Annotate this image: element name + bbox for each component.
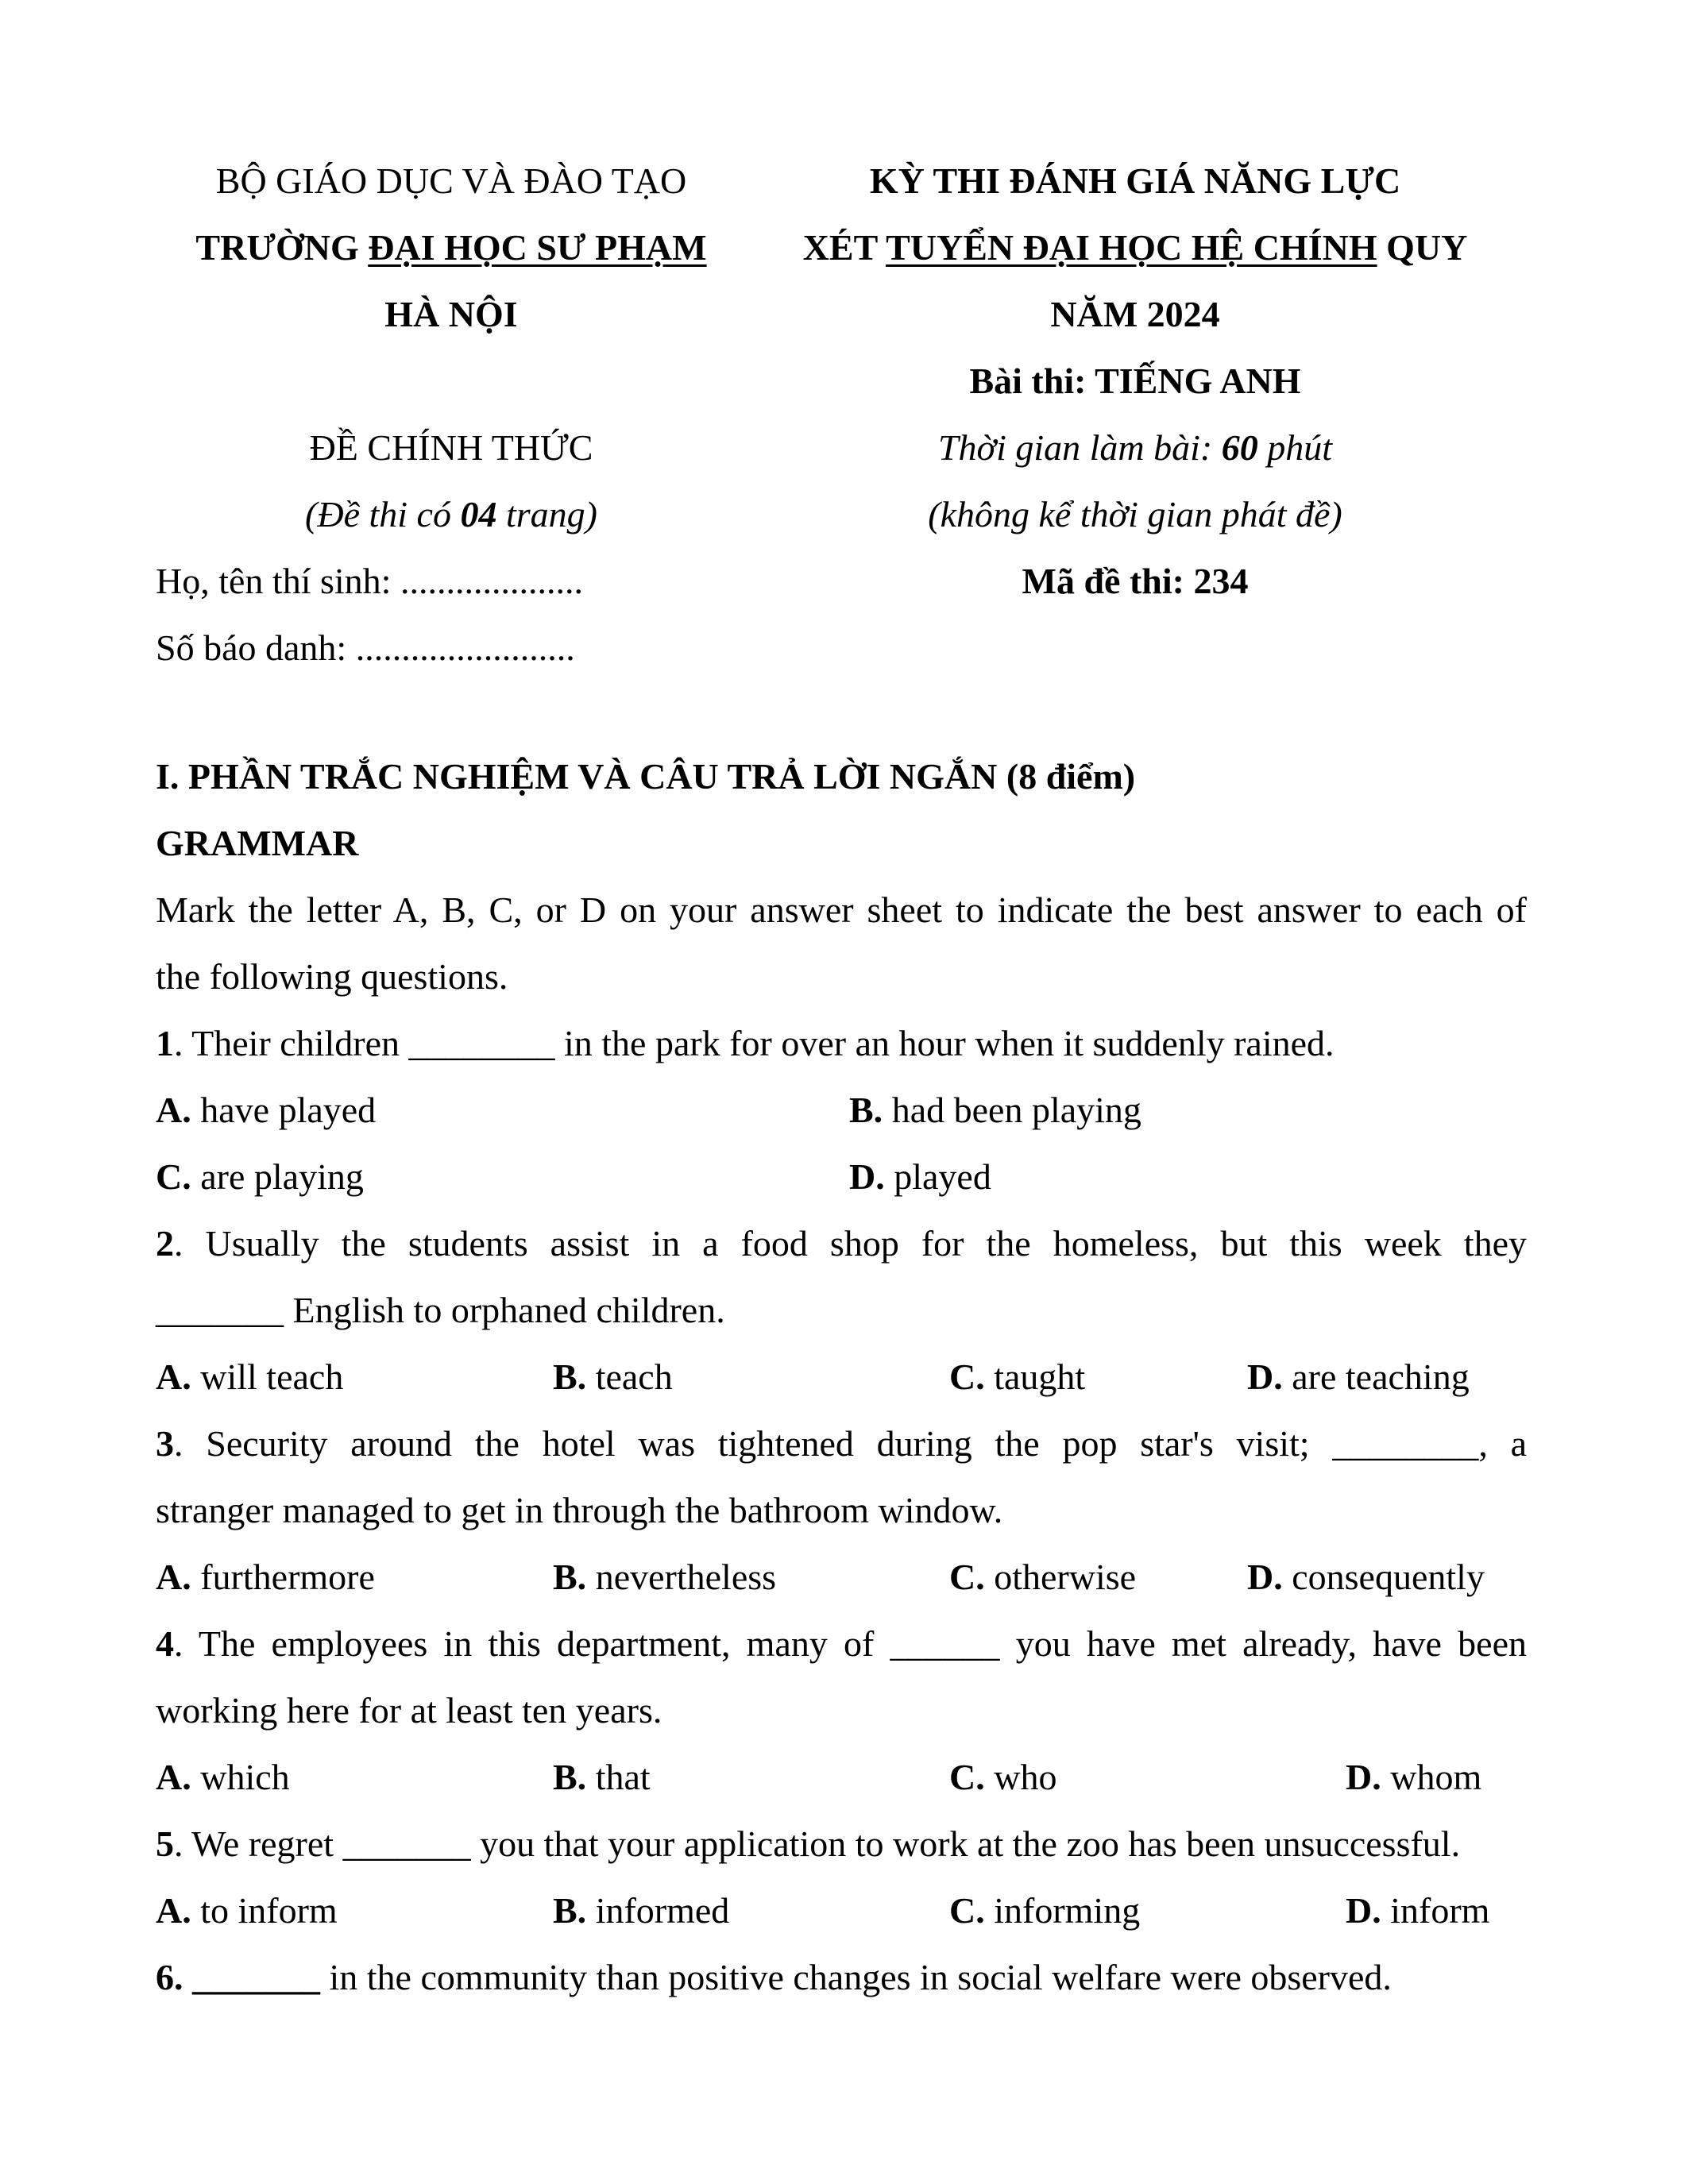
question-text: . Security around the hotel was tightened during the pop star's visit; ________, a bbox=[174, 1423, 1527, 1464]
option-letter: D. bbox=[1247, 1356, 1283, 1397]
q4-option-d bbox=[1346, 1759, 1481, 1796]
question-5 bbox=[156, 1823, 1461, 1864]
option-letter: C. bbox=[949, 1356, 985, 1397]
q1-option-d bbox=[849, 1156, 991, 1197]
exam-purpose bbox=[802, 227, 1468, 268]
page-count-suffix: trang) bbox=[496, 494, 597, 534]
option-text: informed bbox=[586, 1890, 730, 1931]
option-letter: D. bbox=[849, 1156, 885, 1197]
option-letter: C. bbox=[949, 1557, 985, 1597]
question-number: 2 bbox=[156, 1223, 174, 1264]
question-number: 1 bbox=[156, 1023, 174, 1063]
option-letter: A. bbox=[156, 1557, 191, 1597]
q5-option-d bbox=[1346, 1890, 1490, 1931]
option-letter: B. bbox=[553, 1757, 587, 1797]
exam-year: NĂM 2024 bbox=[1050, 294, 1220, 334]
instruction-line-1: Mark the letter A, B, C, or D on your answer sheet to indicate the best answer to each of bbox=[156, 889, 1527, 930]
option-letter: C. bbox=[156, 1156, 191, 1197]
option-text: furthermore bbox=[191, 1557, 375, 1597]
option-text: played bbox=[884, 1156, 991, 1197]
candidate-id-field: Số báo danh: ........................ bbox=[156, 627, 575, 668]
exam-title: KỲ THI ĐÁNH GIÁ NĂNG LỰC bbox=[869, 160, 1401, 201]
exam-duration bbox=[937, 427, 1333, 468]
page-count-number: 04 bbox=[460, 494, 497, 534]
question-text: . Their children ________ in the park for over an hour when it suddenly rained. bbox=[174, 1023, 1335, 1063]
q2-option-d bbox=[1247, 1356, 1470, 1397]
q1-option-a bbox=[156, 1092, 376, 1129]
option-text: nevertheless bbox=[586, 1557, 777, 1597]
q3-option-a bbox=[156, 1559, 375, 1596]
exam-purpose-underlined: TUYỂN ĐẠI HỌC HỆ CHÍNH bbox=[886, 227, 1377, 268]
exam-purpose-suffix: QUY bbox=[1377, 227, 1468, 268]
question-3 bbox=[156, 1423, 1527, 1464]
exam-duration-prefix: Thời gian làm bài: bbox=[937, 427, 1222, 468]
q4-option-b bbox=[553, 1759, 651, 1796]
option-text: will teach bbox=[191, 1356, 344, 1397]
option-letter: D. bbox=[1247, 1557, 1283, 1597]
official-label: ĐỀ CHÍNH THỨC bbox=[309, 427, 593, 468]
q3-option-c bbox=[949, 1559, 1136, 1596]
exam-purpose-prefix: XÉT bbox=[802, 227, 886, 268]
option-text: have played bbox=[191, 1090, 377, 1130]
option-text: otherwise bbox=[984, 1557, 1137, 1597]
q5-option-b bbox=[553, 1890, 730, 1931]
option-letter: B. bbox=[553, 1356, 587, 1397]
q4-option-a bbox=[156, 1759, 290, 1796]
university-name-underlined: ĐẠI HỌC SƯ PHẠM bbox=[368, 227, 707, 268]
question-text: in the community than positive changes in social welfare were observed. bbox=[320, 1957, 1392, 1997]
q3-option-b bbox=[553, 1559, 776, 1596]
q1-option-b bbox=[849, 1092, 1141, 1129]
university-name bbox=[195, 227, 707, 268]
q2-option-c bbox=[949, 1356, 1086, 1397]
option-text: whom bbox=[1381, 1757, 1482, 1797]
question-4 bbox=[156, 1623, 1527, 1664]
question-text: . Usually the students assist in a food shop for the homeless, but this week they bbox=[174, 1223, 1527, 1264]
option-text: to inform bbox=[191, 1890, 338, 1931]
section-subtitle: GRAMMAR bbox=[156, 823, 359, 863]
question-6 bbox=[156, 1959, 1392, 1996]
q1-option-c bbox=[156, 1156, 364, 1197]
q2-option-a bbox=[156, 1356, 344, 1397]
question-2-continued: _______ English to orphaned children. bbox=[156, 1290, 725, 1330]
page-count bbox=[305, 496, 597, 533]
option-text: inform bbox=[1381, 1890, 1490, 1931]
question-2 bbox=[156, 1225, 1527, 1262]
candidate-name-field: Họ, tên thí sinh: .................... bbox=[156, 561, 583, 601]
option-text: are playing bbox=[191, 1156, 364, 1197]
option-text: which bbox=[191, 1757, 290, 1797]
option-text: who bbox=[984, 1757, 1057, 1797]
q5-option-a bbox=[156, 1890, 338, 1931]
exam-duration-minutes: 60 bbox=[1221, 427, 1258, 468]
option-text: informing bbox=[984, 1890, 1141, 1931]
option-letter: A. bbox=[156, 1890, 191, 1931]
exam-code: Mã đề thi: 234 bbox=[1022, 561, 1249, 601]
instruction-line-2: the following questions. bbox=[156, 956, 508, 997]
question-blank: _______ bbox=[183, 1957, 320, 1997]
exam-subject: Bài thi: TIẾNG ANH bbox=[969, 361, 1301, 401]
question-text: . The employees in this department, many of ______ you have met already, have been bbox=[174, 1623, 1527, 1664]
option-text: teach bbox=[586, 1356, 673, 1397]
question-4-continued: working here for at least ten years. bbox=[156, 1690, 662, 1731]
option-text: are teaching bbox=[1282, 1356, 1470, 1397]
option-letter: A. bbox=[156, 1090, 191, 1130]
q4-option-c bbox=[949, 1759, 1056, 1796]
question-number: 6. bbox=[156, 1957, 183, 1997]
exam-duration-suffix: phút bbox=[1257, 427, 1333, 468]
q5-option-c bbox=[949, 1890, 1141, 1931]
question-1 bbox=[156, 1025, 1335, 1062]
option-text: taught bbox=[984, 1356, 1086, 1397]
option-text: consequently bbox=[1282, 1557, 1485, 1597]
option-letter: B. bbox=[553, 1890, 587, 1931]
question-number: 5 bbox=[156, 1823, 174, 1864]
exam-duration-note: (không kể thời gian phát đề) bbox=[928, 494, 1342, 534]
option-letter: C. bbox=[949, 1757, 985, 1797]
question-text: . We regret _______ you that your application to work at the zoo has been unsuccessful. bbox=[174, 1823, 1461, 1864]
option-letter: B. bbox=[849, 1090, 883, 1130]
option-letter: A. bbox=[156, 1757, 191, 1797]
option-text: that bbox=[586, 1757, 651, 1797]
q2-option-b bbox=[553, 1356, 673, 1397]
university-name-prefix: TRƯỜNG bbox=[195, 227, 369, 268]
university-city: HÀ NỘI bbox=[384, 294, 518, 334]
q3-option-d bbox=[1247, 1559, 1485, 1596]
option-letter: D. bbox=[1346, 1757, 1381, 1797]
question-3-continued: stranger managed to get in through the bathroom window. bbox=[156, 1490, 1003, 1530]
option-text: had been playing bbox=[883, 1090, 1141, 1130]
question-number: 4 bbox=[156, 1623, 174, 1664]
ministry-name: BỘ GIÁO DỤC VÀ ĐÀO TẠO bbox=[215, 160, 687, 201]
option-letter: D. bbox=[1346, 1890, 1381, 1931]
page-count-prefix: (Đề thi có bbox=[305, 494, 461, 534]
option-letter: A. bbox=[156, 1356, 191, 1397]
option-letter: C. bbox=[949, 1890, 985, 1931]
question-number: 3 bbox=[156, 1423, 174, 1464]
option-letter: B. bbox=[553, 1557, 587, 1597]
section-title: I. PHẦN TRẮC NGHIỆM VÀ CÂU TRẢ LỜI NGẮN (8 điểm) bbox=[156, 756, 1136, 797]
